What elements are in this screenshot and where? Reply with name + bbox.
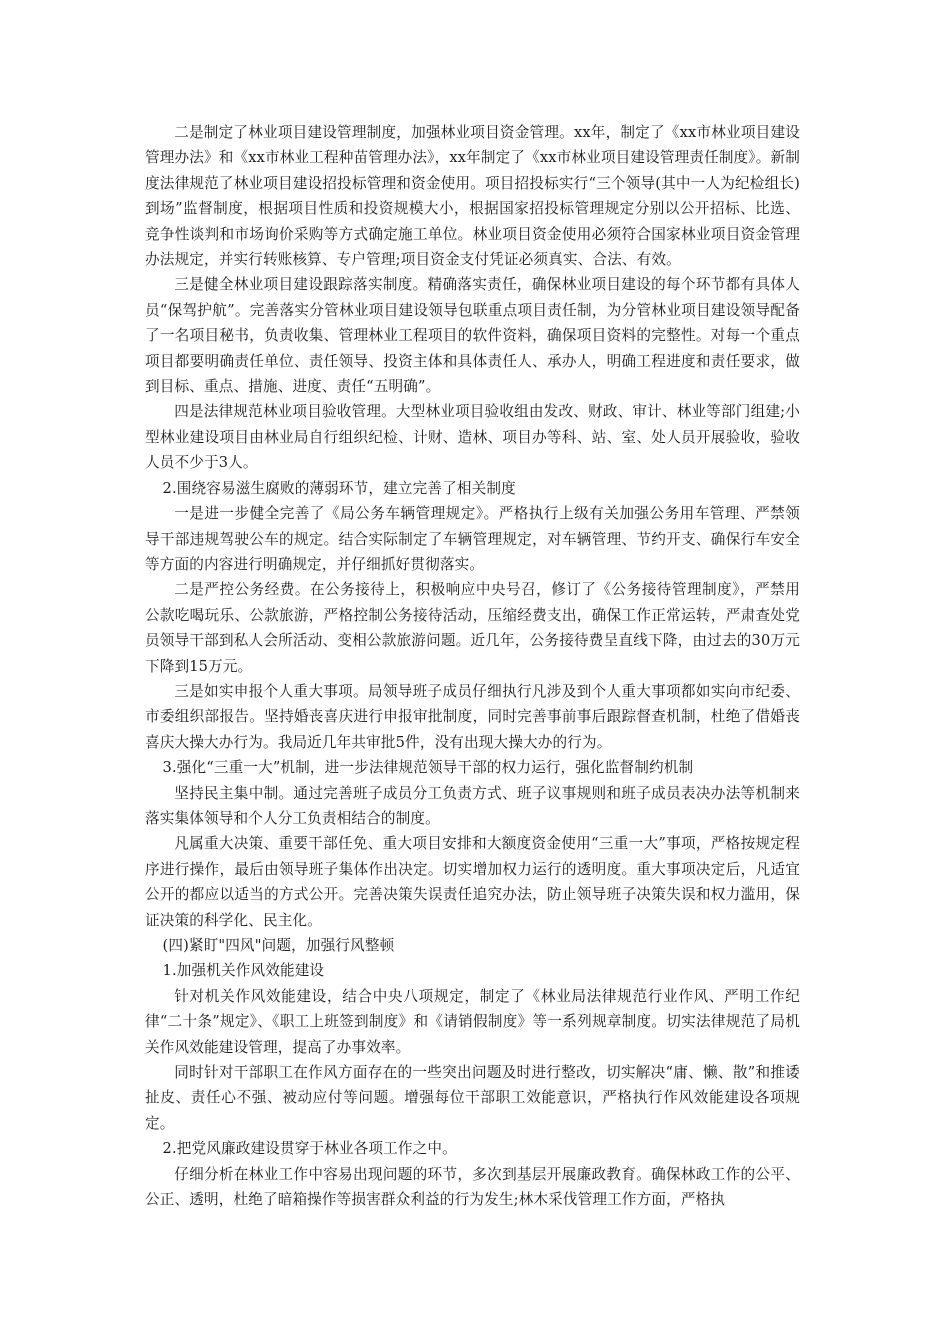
paragraph: 二是严控公务经费。在公务接待上，积极响应中央号召，修订了《公务接待管理制度》，严禁用公款吃喝玩乐、公款旅游，严格控制公务接待活动，压缩经费支出，确保工作正常运转，严肃查处党员领导干部到私人会所活动、变相公款旅游问题。近几年，公务接待费呈直线下降，由过去的30万元下降到15万元。 [145,581,800,675]
paragraph: 三是健全林业项目建设跟踪落实制度。精确落实责任，确保林业项目建设的每个环节都有具体人员“保驾护航”。完善落实分管林业项目建设领导包联重点项目责任制，为分管林业项目建设领导配备了一名项目秘书，负责收集、管理林业工程项目的软件资料，确保项目资料的完整性。对每一个重点项目都要明确责任单位、责任领导、投资主体和具体责任人、承办人，明确工程进度和责任要求，做到目标、重点、措施、进度、责任“五明确”。 [145,276,800,396]
paragraph: 同时针对干部职工在作风方面存在的一些突出问题及时进行整改，切实解决“庸、懒、散”和推诿扯皮、责任心不强、被动应付等问题。增强每位干部职工效能意识，严格执行作风效能建设各项规定。 [145,1064,800,1132]
paragraph: 二是制定了林业项目建设管理制度，加强林业项目资金管理。xx年，制定了《xx市林业项目建设管理办法》和《xx市林业工程种苗管理办法》，xx年制定了《xx市林业项目建设管理责任制度》。新制度法律规范了林业项目建设招投标管理和资金使用。项目招投标实行“三个领导(其中一人为纪检组长)到场”监督制度，根据项目性质和投资规模大小，根据国家招投标管理规定分别以公开招标、比选、竞争性谈判和市场询价采购等方式确定施工单位。林业项目资金使用必须符合国家林业项目资金管理办法规定，并实行转账核算、专户管理;项目资金支付凭证必须真实、合法、有效。 [145,124,800,269]
section-heading: 2.把党风廉政建设贯穿于林业各项工作之中。 [162,1140,457,1158]
paragraph: 仔细分析在林业工作中容易出现问题的环节，多次到基层开展廉政教育。确保林政工作的公平、公正、透明，杜绝了暗箱操作等损害群众利益的行为发生;林木采伐管理工作方面，严格执 [145,1165,800,1209]
paragraph: 四是法律规范林业项目验收管理。大型林业项目验收组由发改、财政、审计、林业等部门组建;小型林业建设项目由林业局自行组织纪检、计财、造林、项目办等科、站、室、处人员开展验收，验收人员不少于3人。 [145,403,800,472]
section-heading: (四)紧盯"四风"问题，加强行风整顿 [162,937,395,954]
document-body [145,120,800,1212]
paragraph: 针对机关作风效能建设，结合中央八项规定，制定了《林业局法律规范行业作风、严明工作纪律“二十条”规定》、《职工上班签到制度》和《请销假制度》等一系列规章制度。切实法律规范了局机关作风效能建设管理，提高了办事效率。 [145,987,800,1056]
section-heading: 1.加强机关作风效能建设 [162,962,325,980]
section-heading: 3.强化“三重一大”机制，进一步法律规范领导干部的权力运行，强化监督制约机制 [162,759,694,777]
paragraph: 坚持民主集中制。通过完善班子成员分工负责方式、班子议事规则和班子成员表决办法等机制来落实集体领导和个人分工负责相结合的制度。 [145,784,800,827]
section-heading: 2.围绕容易滋生腐败的薄弱环节，建立完善了相关制度 [162,479,516,497]
paragraph: 一是进一步健全完善了《局公务车辆管理规定》。严格执行上级有关加强公务用车管理、严禁领导干部违规驾驶公车的规定。结合实际制定了车辆管理规定，对车辆管理、节约开支、确保行车安全等方面的内容进行明确规定，并仔细抓好贯彻落实。 [145,505,800,573]
paragraph: 凡属重大决策、重要干部任免、重大项目安排和大额度资金使用“三重一大”事项，严格按规定程序进行操作，最后由领导班子集体作出决定。切实增加权力运行的透明度。重大事项决定后，凡适宜公开的都应以适当的方式公开。完善决策失误责任追究办法，防止领导班子决策失误和权力滥用，保证决策的科学化、民主化。 [145,835,800,929]
paragraph: 三是如实申报个人重大事项。局领导班子成员仔细执行凡涉及到个人重大事项都如实向市纪委、市委组织部报告。坚持婚丧喜庆进行申报审批制度，同时完善事前事后跟踪督查机制，杜绝了借婚丧喜庆大操大办行为。我局近几年共审批5件，没有出现大操大办的行为。 [145,682,800,751]
